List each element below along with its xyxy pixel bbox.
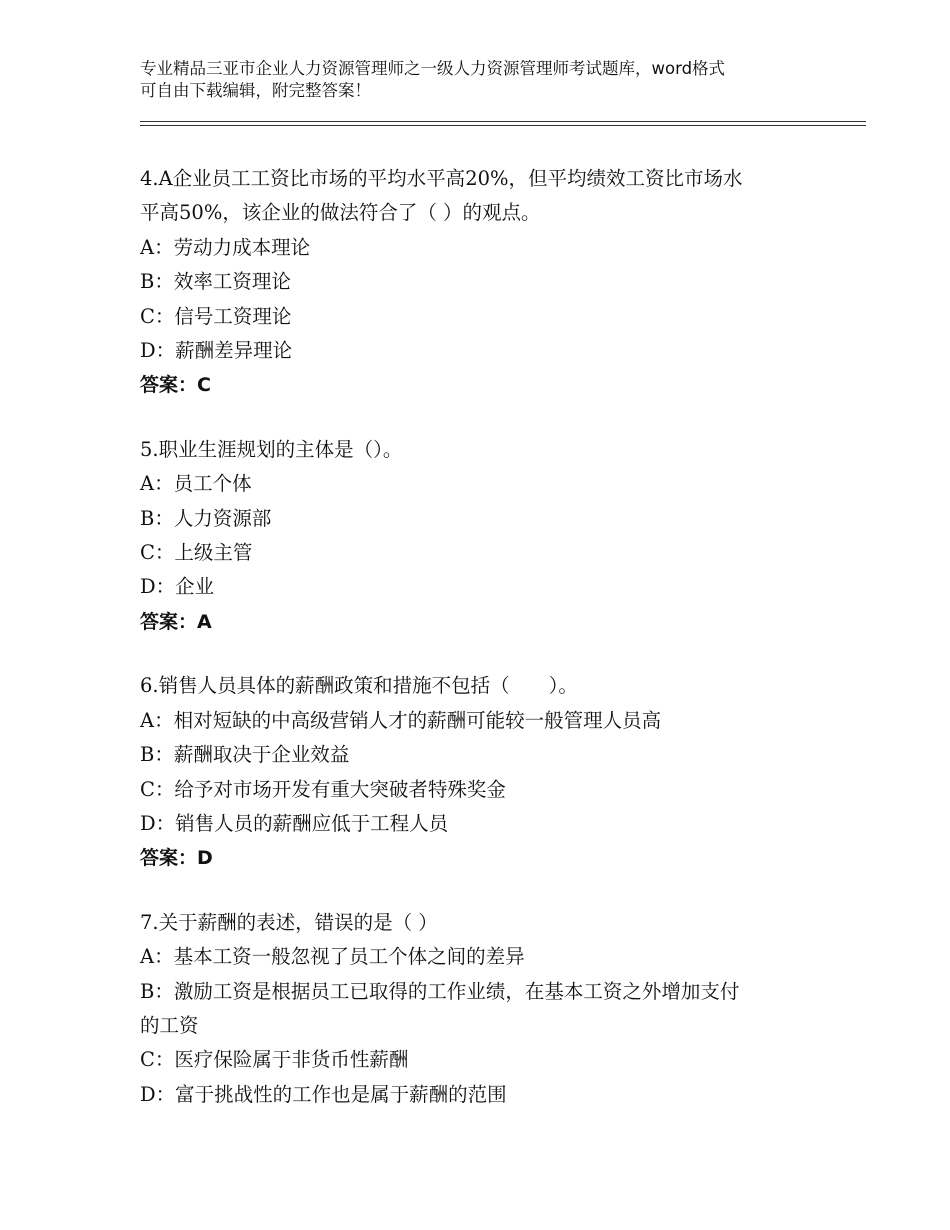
answer-label: 答案：D (140, 847, 213, 870)
question-6 (140, 669, 840, 875)
question-stem: 平高50%，该企业的做法符合了（ ）的观点。 (140, 201, 541, 225)
option-d: D：销售人员的薪酬应低于工程人员 (140, 811, 449, 835)
option-d: D：薪酬差异理论 (140, 339, 293, 363)
answer-label: 答案：C (140, 374, 211, 397)
option-d: D：企业 (140, 575, 215, 599)
question-stem: 7.关于薪酬的表述，错误的是（ ） (140, 910, 438, 934)
option-c: C：医疗保险属于非货币性薪酬 (140, 1048, 409, 1072)
option-c: C：给予对市场开发有重大突破者特殊奖金 (140, 777, 506, 801)
option-b: B：人力资源部 (140, 506, 272, 530)
document-header (140, 58, 840, 102)
option-b: B：效率工资理论 (140, 270, 291, 294)
option-a: A：劳动力成本理论 (140, 235, 311, 259)
question-stem: 6.销售人员具体的薪酬政策和措施不包括（ ）。 (140, 674, 578, 698)
option-a: A：基本工资一般忽视了员工个体之间的差异 (140, 945, 525, 969)
question-list (140, 162, 840, 1142)
question-5 (140, 433, 840, 639)
option-b: B：激励工资是根据员工已取得的工作业绩，在基本工资之外增加支付 (140, 979, 740, 1003)
question-7 (140, 906, 840, 1112)
question-4 (140, 162, 840, 403)
option-a: A：员工个体 (140, 472, 252, 496)
header-rule-top (140, 121, 866, 122)
header-line-2: 可自由下载编辑，附完整答案！ (140, 81, 371, 100)
question-stem: 4.A企业员工工资比市场的平均水平高20%，但平均绩效工资比市场水 (140, 167, 743, 190)
option-b-continued: 的工资 (140, 1013, 199, 1037)
option-b: B：薪酬取决于企业效益 (140, 743, 350, 767)
question-stem: 5.职业生涯规划的主体是（）。 (140, 437, 403, 461)
header-rule-bottom (140, 125, 866, 126)
option-c: C：上级主管 (140, 541, 253, 565)
option-d: D：富于挑战性的工作也是属于薪酬的范围 (140, 1082, 507, 1106)
header-line-1: 专业精品三亚市企业人力资源管理师之一级人力资源管理师考试题库，word格式 (140, 59, 726, 78)
option-a: A：相对短缺的中高级营销人才的薪酬可能较一般管理人员高 (140, 708, 662, 732)
answer-label: 答案：A (140, 610, 212, 633)
option-c: C：信号工资理论 (140, 304, 292, 328)
